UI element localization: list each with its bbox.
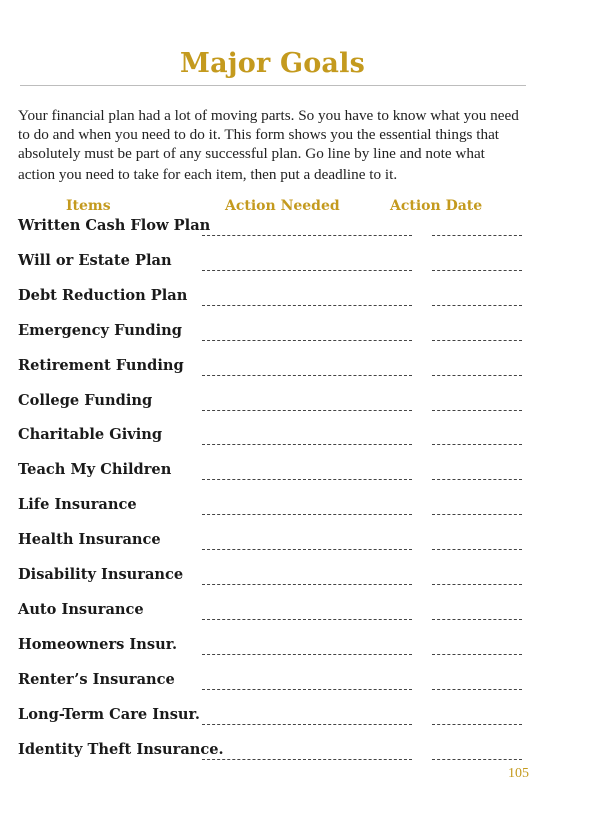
action-date-blank[interactable] <box>432 258 522 271</box>
goal-item-label: Homeowners Insur. <box>18 635 178 653</box>
action-needed-blank[interactable] <box>202 432 412 445</box>
action-needed-blank[interactable] <box>202 572 412 585</box>
goal-item-label: Disability Insurance <box>18 566 184 583</box>
goal-item-label: Debt Reduction Plan <box>18 286 188 304</box>
action-needed-blank[interactable] <box>202 712 412 725</box>
intro-paragraph <box>18 106 538 184</box>
action-needed-blank[interactable] <box>202 607 412 620</box>
goal-row <box>0 461 590 483</box>
goal-item-label: Charitable Giving <box>18 426 163 444</box>
intro-line: action you need to take for each item, then put a deadline to it. <box>18 166 398 183</box>
action-needed-blank[interactable] <box>202 502 412 515</box>
column-header-items: Items <box>66 198 111 214</box>
action-needed-blank[interactable] <box>202 398 412 411</box>
goal-row <box>0 741 590 763</box>
goal-row <box>0 496 590 518</box>
action-needed-blank[interactable] <box>202 328 412 341</box>
goal-row <box>0 322 590 344</box>
goal-row <box>0 531 590 553</box>
goal-row <box>0 706 590 728</box>
action-date-blank[interactable] <box>432 747 522 760</box>
goal-row <box>0 671 590 693</box>
goal-row <box>0 357 590 379</box>
goal-item-label: College Funding <box>18 391 153 409</box>
action-needed-blank[interactable] <box>202 747 412 760</box>
goal-row <box>0 287 590 309</box>
action-date-blank[interactable] <box>432 572 522 585</box>
intro-line: absolutely must be part of any successful plan. Go line by line and note what <box>18 145 485 162</box>
goal-item-label: Renter’s Insurance <box>18 670 175 688</box>
action-date-blank[interactable] <box>432 363 522 376</box>
action-date-blank[interactable] <box>432 712 522 725</box>
page-title: Major Goals <box>179 48 365 79</box>
goal-item-label: Teach My Children <box>18 461 172 479</box>
goal-item-label: Will or Estate Plan <box>18 251 172 269</box>
goal-row <box>0 601 590 623</box>
action-date-blank[interactable] <box>432 537 522 550</box>
goal-row <box>0 636 590 658</box>
action-needed-blank[interactable] <box>202 642 412 655</box>
action-date-blank[interactable] <box>432 293 522 306</box>
column-header-action-date: Action Date <box>390 198 483 214</box>
action-date-blank[interactable] <box>432 223 522 236</box>
goal-row <box>0 566 590 588</box>
action-date-blank[interactable] <box>432 328 522 341</box>
intro-line: Your financial plan had a lot of moving parts. So you have to know what you need <box>18 107 519 124</box>
goal-item-label: Life Insurance <box>18 496 137 514</box>
page-number: 105 <box>508 766 529 781</box>
goal-item-label: Long-Term Care Insur. <box>18 705 200 723</box>
action-needed-blank[interactable] <box>202 223 412 236</box>
goal-item-label: Auto Insurance <box>18 600 144 618</box>
intro-line: to do and when you need to do it. This form shows you the essential things that <box>18 126 500 143</box>
action-date-blank[interactable] <box>432 502 522 515</box>
goal-item-label: Health Insurance <box>18 531 161 549</box>
goal-item-label: Written Cash Flow Plan <box>18 217 211 234</box>
action-date-blank[interactable] <box>432 642 522 655</box>
goal-item-label: Identity Theft Insurance. <box>18 740 224 758</box>
title-rule <box>20 85 526 86</box>
action-needed-blank[interactable] <box>202 363 412 376</box>
action-needed-blank[interactable] <box>202 677 412 690</box>
goal-row <box>0 426 590 448</box>
goal-row <box>0 392 590 414</box>
column-header-action-needed: Action Needed <box>225 198 340 214</box>
goal-row <box>0 252 590 274</box>
action-date-blank[interactable] <box>432 432 522 445</box>
action-date-blank[interactable] <box>432 467 522 480</box>
action-needed-blank[interactable] <box>202 537 412 550</box>
action-needed-blank[interactable] <box>202 467 412 480</box>
action-date-blank[interactable] <box>432 398 522 411</box>
goal-item-label: Retirement Funding <box>18 356 184 374</box>
action-needed-blank[interactable] <box>202 293 412 306</box>
action-date-blank[interactable] <box>432 677 522 690</box>
action-needed-blank[interactable] <box>202 258 412 271</box>
goal-row <box>0 217 590 239</box>
action-date-blank[interactable] <box>432 607 522 620</box>
goal-item-label: Emergency Funding <box>18 321 182 339</box>
